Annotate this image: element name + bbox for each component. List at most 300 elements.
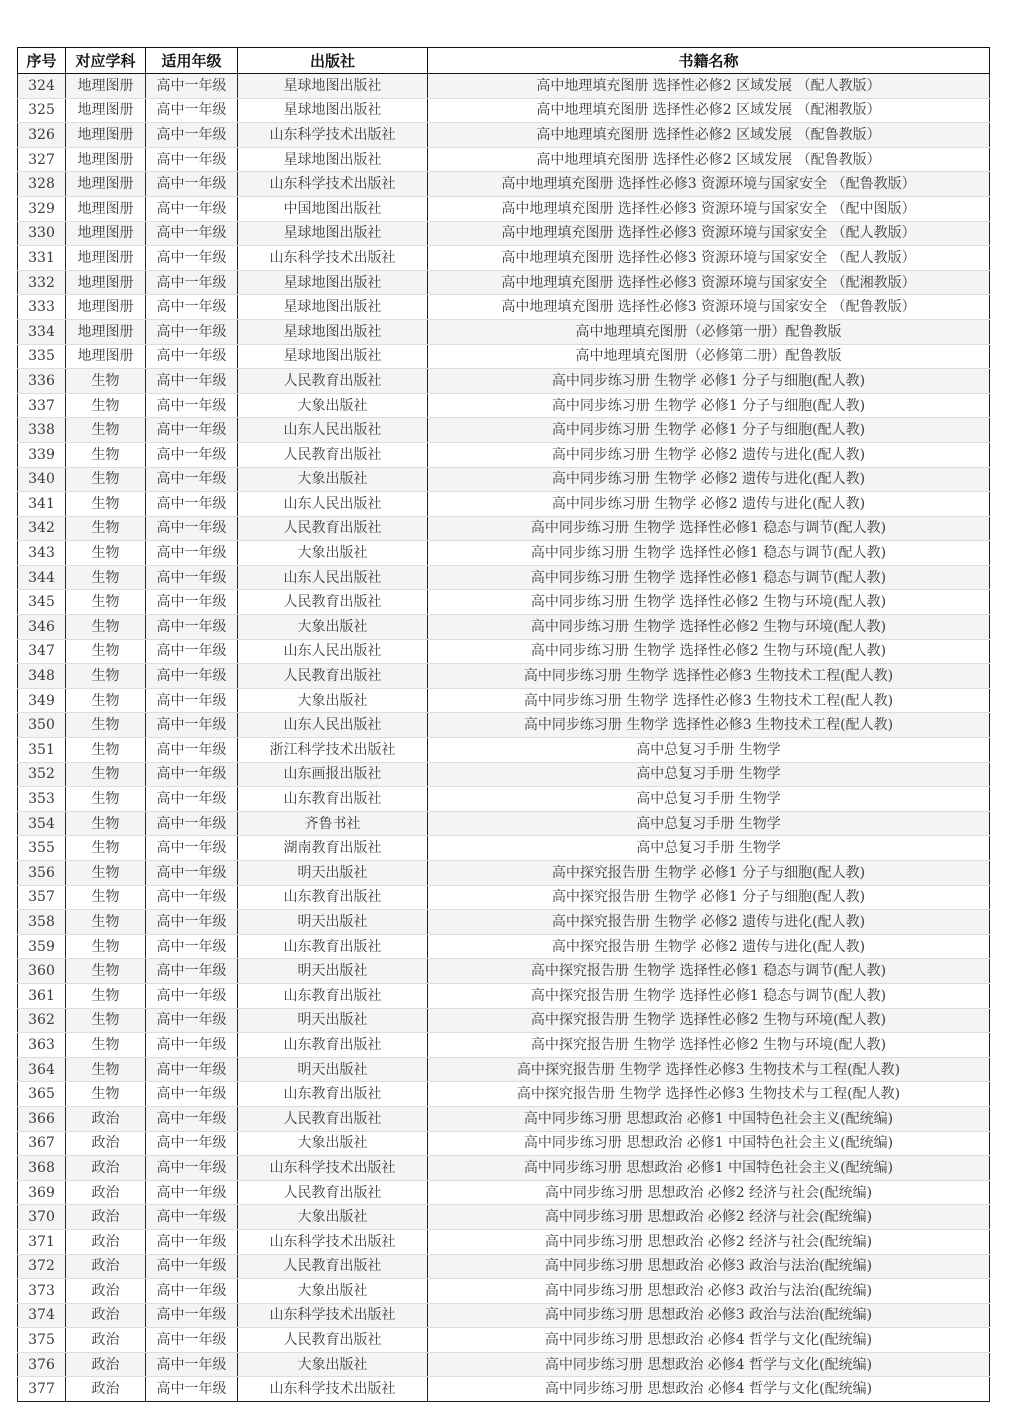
cell-grade: 高中一年级 [146, 787, 238, 812]
cell-serial-number: 374 [18, 1303, 66, 1328]
table-row [18, 565, 990, 590]
table-row [18, 934, 990, 959]
cell-publisher: 山东人民出版社 [238, 639, 428, 664]
cell-subject: 地理图册 [66, 295, 146, 320]
cell-grade: 高中一年级 [146, 664, 238, 689]
cell-grade: 高中一年级 [146, 861, 238, 886]
cell-publisher: 山东人民出版社 [238, 565, 428, 590]
cell-subject: 生物 [66, 516, 146, 541]
cell-grade: 高中一年级 [146, 738, 238, 763]
cell-book-title: 高中同步练习册 思想政治 必修3 政治与法治(配统编) [428, 1303, 990, 1328]
cell-grade: 高中一年级 [146, 147, 238, 172]
cell-publisher: 人民教育出版社 [238, 516, 428, 541]
cell-subject: 生物 [66, 1008, 146, 1033]
cell-book-title: 高中地理填充图册 选择性必修3 资源环境与国家安全 （配中图版） [428, 196, 990, 221]
cell-book-title: 高中地理填充图册（必修第一册）配鲁教版 [428, 319, 990, 344]
cell-publisher: 明天出版社 [238, 861, 428, 886]
cell-book-title: 高中同步练习册 思想政治 必修1 中国特色社会主义(配统编) [428, 1156, 990, 1181]
table-row [18, 836, 990, 861]
cell-book-title: 高中同步练习册 思想政治 必修2 经济与社会(配统编) [428, 1229, 990, 1254]
cell-serial-number: 332 [18, 270, 66, 295]
cell-book-title: 高中总复习手册 生物学 [428, 811, 990, 836]
cell-serial-number: 326 [18, 123, 66, 148]
cell-serial-number: 336 [18, 369, 66, 394]
cell-book-title: 高中探究报告册 生物学 选择性必修3 生物技术与工程(配人教) [428, 1057, 990, 1082]
cell-publisher: 山东科学技术出版社 [238, 1229, 428, 1254]
cell-book-title: 高中同步练习册 生物学 必修2 遗传与进化(配人教) [428, 492, 990, 517]
cell-publisher: 星球地图出版社 [238, 221, 428, 246]
cell-publisher: 明天出版社 [238, 1008, 428, 1033]
cell-grade: 高中一年级 [146, 246, 238, 271]
cell-serial-number: 373 [18, 1279, 66, 1304]
cell-publisher: 山东科学技术出版社 [238, 1303, 428, 1328]
cell-subject: 生物 [66, 934, 146, 959]
cell-subject: 生物 [66, 836, 146, 861]
header-subject: 对应学科 [66, 48, 146, 74]
cell-subject: 生物 [66, 590, 146, 615]
cell-book-title: 高中地理填充图册 选择性必修2 区域发展 （配人教版） [428, 74, 990, 99]
cell-subject: 生物 [66, 393, 146, 418]
cell-book-title: 高中探究报告册 生物学 选择性必修2 生物与环境(配人教) [428, 1008, 990, 1033]
cell-serial-number: 348 [18, 664, 66, 689]
table-row [18, 787, 990, 812]
cell-subject: 生物 [66, 541, 146, 566]
cell-book-title: 高中探究报告册 生物学 必修1 分子与细胞(配人教) [428, 861, 990, 886]
table-row [18, 664, 990, 689]
cell-book-title: 高中地理填充图册 选择性必修3 资源环境与国家安全 （配鲁教版） [428, 172, 990, 197]
cell-grade: 高中一年级 [146, 565, 238, 590]
cell-publisher: 人民教育出版社 [238, 1328, 428, 1353]
cell-subject: 生物 [66, 492, 146, 517]
cell-grade: 高中一年级 [146, 1033, 238, 1058]
table-row [18, 270, 990, 295]
cell-publisher: 大象出版社 [238, 1131, 428, 1156]
cell-book-title: 高中同步练习册 思想政治 必修4 哲学与文化(配统编) [428, 1377, 990, 1402]
table-row [18, 1008, 990, 1033]
cell-serial-number: 324 [18, 74, 66, 99]
cell-book-title: 高中地理填充图册 选择性必修3 资源环境与国家安全 （配湘教版） [428, 270, 990, 295]
table-row [18, 1057, 990, 1082]
cell-grade: 高中一年级 [146, 1008, 238, 1033]
table-row [18, 196, 990, 221]
table-row [18, 344, 990, 369]
cell-publisher: 人民教育出版社 [238, 442, 428, 467]
cell-publisher: 大象出版社 [238, 393, 428, 418]
cell-book-title: 高中总复习手册 生物学 [428, 836, 990, 861]
cell-publisher: 山东科学技术出版社 [238, 1377, 428, 1402]
cell-publisher: 山东科学技术出版社 [238, 1156, 428, 1181]
table-row [18, 98, 990, 123]
cell-grade: 高中一年级 [146, 885, 238, 910]
cell-serial-number: 327 [18, 147, 66, 172]
cell-serial-number: 362 [18, 1008, 66, 1033]
cell-grade: 高中一年级 [146, 1057, 238, 1082]
cell-serial-number: 328 [18, 172, 66, 197]
cell-subject: 生物 [66, 1033, 146, 1058]
table-row [18, 1180, 990, 1205]
table-row [18, 1131, 990, 1156]
cell-grade: 高中一年级 [146, 344, 238, 369]
table-row [18, 1033, 990, 1058]
cell-publisher: 星球地图出版社 [238, 319, 428, 344]
cell-publisher: 星球地图出版社 [238, 270, 428, 295]
cell-grade: 高中一年级 [146, 418, 238, 443]
cell-serial-number: 365 [18, 1082, 66, 1107]
table-row [18, 541, 990, 566]
cell-grade: 高中一年级 [146, 1131, 238, 1156]
table-row [18, 369, 990, 394]
cell-serial-number: 331 [18, 246, 66, 271]
cell-book-title: 高中同步练习册 生物学 选择性必修2 生物与环境(配人教) [428, 590, 990, 615]
cell-publisher: 大象出版社 [238, 615, 428, 640]
cell-grade: 高中一年级 [146, 1205, 238, 1230]
cell-serial-number: 359 [18, 934, 66, 959]
cell-publisher: 星球地图出版社 [238, 295, 428, 320]
cell-serial-number: 357 [18, 885, 66, 910]
cell-serial-number: 325 [18, 98, 66, 123]
cell-serial-number: 371 [18, 1229, 66, 1254]
cell-grade: 高中一年级 [146, 1328, 238, 1353]
cell-publisher: 山东教育出版社 [238, 983, 428, 1008]
table-row [18, 762, 990, 787]
cell-subject: 地理图册 [66, 196, 146, 221]
cell-publisher: 山东教育出版社 [238, 1033, 428, 1058]
cell-subject: 生物 [66, 738, 146, 763]
cell-grade: 高中一年级 [146, 713, 238, 738]
cell-book-title: 高中探究报告册 生物学 选择性必修3 生物技术与工程(配人教) [428, 1082, 990, 1107]
cell-subject: 生物 [66, 959, 146, 984]
cell-book-title: 高中同步练习册 生物学 选择性必修2 生物与环境(配人教) [428, 615, 990, 640]
cell-subject: 生物 [66, 615, 146, 640]
cell-subject: 生物 [66, 910, 146, 935]
cell-publisher: 山东教育出版社 [238, 885, 428, 910]
cell-grade: 高中一年级 [146, 393, 238, 418]
cell-grade: 高中一年级 [146, 74, 238, 99]
cell-publisher: 大象出版社 [238, 1352, 428, 1377]
header-publisher: 出版社 [238, 48, 428, 74]
cell-subject: 政治 [66, 1131, 146, 1156]
cell-serial-number: 352 [18, 762, 66, 787]
table-row [18, 910, 990, 935]
cell-serial-number: 337 [18, 393, 66, 418]
cell-book-title: 高中探究报告册 生物学 必修2 遗传与进化(配人教) [428, 934, 990, 959]
cell-grade: 高中一年级 [146, 1156, 238, 1181]
cell-subject: 政治 [66, 1205, 146, 1230]
cell-grade: 高中一年级 [146, 1303, 238, 1328]
table-row [18, 319, 990, 344]
cell-book-title: 高中地理填充图册 选择性必修2 区域发展 （配鲁教版） [428, 147, 990, 172]
cell-subject: 地理图册 [66, 123, 146, 148]
cell-grade: 高中一年级 [146, 295, 238, 320]
table-row [18, 467, 990, 492]
cell-serial-number: 334 [18, 319, 66, 344]
cell-subject: 生物 [66, 713, 146, 738]
table-row [18, 442, 990, 467]
cell-book-title: 高中同步练习册 生物学 选择性必修3 生物技术工程(配人教) [428, 688, 990, 713]
cell-serial-number: 341 [18, 492, 66, 517]
cell-book-title: 高中探究报告册 生物学 选择性必修1 稳态与调节(配人教) [428, 959, 990, 984]
cell-subject: 生物 [66, 885, 146, 910]
cell-book-title: 高中总复习手册 生物学 [428, 738, 990, 763]
cell-publisher: 山东人民出版社 [238, 492, 428, 517]
cell-serial-number: 335 [18, 344, 66, 369]
cell-book-title: 高中地理填充图册（必修第二册）配鲁教版 [428, 344, 990, 369]
cell-book-title: 高中同步练习册 思想政治 必修1 中国特色社会主义(配统编) [428, 1131, 990, 1156]
cell-subject: 地理图册 [66, 172, 146, 197]
table-row [18, 295, 990, 320]
cell-grade: 高中一年级 [146, 98, 238, 123]
table-row [18, 246, 990, 271]
header-grade: 适用年级 [146, 48, 238, 74]
table-row [18, 713, 990, 738]
cell-subject: 地理图册 [66, 98, 146, 123]
cell-serial-number: 344 [18, 565, 66, 590]
cell-publisher: 人民教育出版社 [238, 1106, 428, 1131]
cell-publisher: 山东人民出版社 [238, 418, 428, 443]
cell-publisher: 中国地图出版社 [238, 196, 428, 221]
cell-book-title: 高中地理填充图册 选择性必修2 区域发展 （配湘教版） [428, 98, 990, 123]
cell-grade: 高中一年级 [146, 1377, 238, 1402]
table-row [18, 1279, 990, 1304]
cell-grade: 高中一年级 [146, 541, 238, 566]
cell-grade: 高中一年级 [146, 196, 238, 221]
cell-grade: 高中一年级 [146, 492, 238, 517]
cell-publisher: 人民教育出版社 [238, 664, 428, 689]
cell-subject: 政治 [66, 1303, 146, 1328]
cell-book-title: 高中地理填充图册 选择性必修3 资源环境与国家安全 （配人教版） [428, 246, 990, 271]
table-row [18, 1156, 990, 1181]
cell-grade: 高中一年级 [146, 319, 238, 344]
cell-serial-number: 376 [18, 1352, 66, 1377]
cell-book-title: 高中探究报告册 生物学 选择性必修1 稳态与调节(配人教) [428, 983, 990, 1008]
cell-subject: 生物 [66, 983, 146, 1008]
cell-book-title: 高中地理填充图册 选择性必修3 资源环境与国家安全 （配人教版） [428, 221, 990, 246]
cell-grade: 高中一年级 [146, 270, 238, 295]
cell-publisher: 人民教育出版社 [238, 1254, 428, 1279]
cell-grade: 高中一年级 [146, 836, 238, 861]
cell-grade: 高中一年级 [146, 1229, 238, 1254]
cell-serial-number: 358 [18, 910, 66, 935]
cell-grade: 高中一年级 [146, 615, 238, 640]
cell-book-title: 高中探究报告册 生物学 选择性必修2 生物与环境(配人教) [428, 1033, 990, 1058]
cell-publisher: 山东教育出版社 [238, 787, 428, 812]
cell-grade: 高中一年级 [146, 590, 238, 615]
cell-grade: 高中一年级 [146, 369, 238, 394]
cell-book-title: 高中同步练习册 思想政治 必修2 经济与社会(配统编) [428, 1205, 990, 1230]
cell-publisher: 大象出版社 [238, 467, 428, 492]
table-row [18, 1205, 990, 1230]
cell-serial-number: 339 [18, 442, 66, 467]
table-row [18, 418, 990, 443]
cell-subject: 地理图册 [66, 147, 146, 172]
table-row [18, 1352, 990, 1377]
cell-subject: 政治 [66, 1279, 146, 1304]
cell-grade: 高中一年级 [146, 639, 238, 664]
cell-serial-number: 342 [18, 516, 66, 541]
table-row [18, 738, 990, 763]
table-row [18, 639, 990, 664]
cell-serial-number: 345 [18, 590, 66, 615]
table-row [18, 1303, 990, 1328]
cell-serial-number: 346 [18, 615, 66, 640]
cell-book-title: 高中同步练习册 生物学 必修2 遗传与进化(配人教) [428, 467, 990, 492]
cell-serial-number: 366 [18, 1106, 66, 1131]
cell-serial-number: 370 [18, 1205, 66, 1230]
cell-book-title: 高中总复习手册 生物学 [428, 787, 990, 812]
cell-publisher: 山东画报出版社 [238, 762, 428, 787]
cell-serial-number: 368 [18, 1156, 66, 1181]
cell-publisher: 大象出版社 [238, 541, 428, 566]
cell-subject: 生物 [66, 762, 146, 787]
cell-book-title: 高中同步练习册 生物学 选择性必修1 稳态与调节(配人教) [428, 541, 990, 566]
cell-publisher: 湖南教育出版社 [238, 836, 428, 861]
cell-publisher: 山东教育出版社 [238, 934, 428, 959]
cell-serial-number: 364 [18, 1057, 66, 1082]
table-row [18, 1328, 990, 1353]
cell-publisher: 人民教育出版社 [238, 1180, 428, 1205]
cell-grade: 高中一年级 [146, 1082, 238, 1107]
cell-serial-number: 330 [18, 221, 66, 246]
cell-serial-number: 361 [18, 983, 66, 1008]
cell-serial-number: 340 [18, 467, 66, 492]
cell-book-title: 高中同步练习册 生物学 选择性必修2 生物与环境(配人教) [428, 639, 990, 664]
cell-book-title: 高中同步练习册 生物学 必修1 分子与细胞(配人教) [428, 393, 990, 418]
cell-book-title: 高中同步练习册 生物学 选择性必修3 生物技术工程(配人教) [428, 713, 990, 738]
table-row [18, 885, 990, 910]
cell-serial-number: 363 [18, 1033, 66, 1058]
cell-book-title: 高中同步练习册 生物学 选择性必修1 稳态与调节(配人教) [428, 565, 990, 590]
cell-subject: 生物 [66, 442, 146, 467]
cell-grade: 高中一年级 [146, 811, 238, 836]
cell-publisher: 大象出版社 [238, 1205, 428, 1230]
cell-book-title: 高中同步练习册 思想政治 必修4 哲学与文化(配统编) [428, 1352, 990, 1377]
cell-book-title: 高中总复习手册 生物学 [428, 762, 990, 787]
cell-subject: 政治 [66, 1156, 146, 1181]
cell-book-title: 高中地理填充图册 选择性必修3 资源环境与国家安全 （配鲁教版） [428, 295, 990, 320]
cell-serial-number: 372 [18, 1254, 66, 1279]
cell-subject: 政治 [66, 1106, 146, 1131]
table-body [18, 74, 990, 1402]
cell-subject: 生物 [66, 811, 146, 836]
cell-publisher: 山东科学技术出版社 [238, 246, 428, 271]
cell-publisher: 星球地图出版社 [238, 147, 428, 172]
cell-subject: 生物 [66, 861, 146, 886]
cell-publisher: 星球地图出版社 [238, 74, 428, 99]
cell-subject: 生物 [66, 1082, 146, 1107]
cell-book-title: 高中同步练习册 生物学 必修2 遗传与进化(配人教) [428, 442, 990, 467]
cell-serial-number: 347 [18, 639, 66, 664]
cell-publisher: 星球地图出版社 [238, 344, 428, 369]
cell-publisher: 明天出版社 [238, 1057, 428, 1082]
cell-subject: 地理图册 [66, 74, 146, 99]
cell-serial-number: 356 [18, 861, 66, 886]
cell-book-title: 高中同步练习册 思想政治 必修3 政治与法治(配统编) [428, 1279, 990, 1304]
table-row [18, 147, 990, 172]
cell-book-title: 高中同步练习册 生物学 必修1 分子与细胞(配人教) [428, 369, 990, 394]
table-row [18, 492, 990, 517]
cell-serial-number: 355 [18, 836, 66, 861]
cell-subject: 生物 [66, 787, 146, 812]
cell-publisher: 齐鲁书社 [238, 811, 428, 836]
table-row [18, 811, 990, 836]
cell-subject: 生物 [66, 369, 146, 394]
cell-subject: 生物 [66, 565, 146, 590]
header-book-title: 书籍名称 [428, 48, 990, 74]
cell-grade: 高中一年级 [146, 1254, 238, 1279]
cell-book-title: 高中同步练习册 思想政治 必修3 政治与法治(配统编) [428, 1254, 990, 1279]
cell-subject: 生物 [66, 639, 146, 664]
cell-book-title: 高中同步练习册 思想政治 必修2 经济与社会(配统编) [428, 1180, 990, 1205]
cell-subject: 生物 [66, 664, 146, 689]
cell-publisher: 浙江科学技术出版社 [238, 738, 428, 763]
cell-subject: 政治 [66, 1328, 146, 1353]
cell-publisher: 明天出版社 [238, 959, 428, 984]
table-row [18, 861, 990, 886]
cell-publisher: 星球地图出版社 [238, 98, 428, 123]
cell-serial-number: 351 [18, 738, 66, 763]
cell-publisher: 人民教育出版社 [238, 369, 428, 394]
cell-publisher: 大象出版社 [238, 1279, 428, 1304]
table-header [18, 48, 990, 74]
cell-grade: 高中一年级 [146, 1279, 238, 1304]
cell-subject: 生物 [66, 688, 146, 713]
cell-grade: 高中一年级 [146, 123, 238, 148]
cell-serial-number: 333 [18, 295, 66, 320]
table-row [18, 516, 990, 541]
table-row [18, 983, 990, 1008]
cell-book-title: 高中同步练习册 生物学 选择性必修3 生物技术工程(配人教) [428, 664, 990, 689]
cell-subject: 政治 [66, 1377, 146, 1402]
cell-subject: 生物 [66, 1057, 146, 1082]
cell-serial-number: 360 [18, 959, 66, 984]
cell-grade: 高中一年级 [146, 1352, 238, 1377]
cell-publisher: 山东科学技术出版社 [238, 123, 428, 148]
cell-serial-number: 353 [18, 787, 66, 812]
cell-serial-number: 369 [18, 1180, 66, 1205]
cell-grade: 高中一年级 [146, 688, 238, 713]
cell-serial-number: 375 [18, 1328, 66, 1353]
cell-grade: 高中一年级 [146, 983, 238, 1008]
table-row [18, 1082, 990, 1107]
header-row [18, 48, 990, 74]
cell-serial-number: 343 [18, 541, 66, 566]
cell-grade: 高中一年级 [146, 934, 238, 959]
cell-book-title: 高中地理填充图册 选择性必修2 区域发展 （配鲁教版） [428, 123, 990, 148]
table-row [18, 1254, 990, 1279]
cell-grade: 高中一年级 [146, 910, 238, 935]
cell-book-title: 高中探究报告册 生物学 必修1 分子与细胞(配人教) [428, 885, 990, 910]
cell-serial-number: 367 [18, 1131, 66, 1156]
cell-grade: 高中一年级 [146, 442, 238, 467]
cell-subject: 政治 [66, 1254, 146, 1279]
cell-subject: 政治 [66, 1180, 146, 1205]
cell-publisher: 山东人民出版社 [238, 713, 428, 738]
cell-grade: 高中一年级 [146, 1180, 238, 1205]
cell-subject: 生物 [66, 418, 146, 443]
cell-grade: 高中一年级 [146, 172, 238, 197]
cell-publisher: 山东教育出版社 [238, 1082, 428, 1107]
cell-grade: 高中一年级 [146, 221, 238, 246]
cell-book-title: 高中同步练习册 生物学 选择性必修1 稳态与调节(配人教) [428, 516, 990, 541]
cell-serial-number: 329 [18, 196, 66, 221]
header-serial-number: 序号 [18, 48, 66, 74]
table-row [18, 74, 990, 99]
table-row [18, 172, 990, 197]
cell-book-title: 高中探究报告册 生物学 必修2 遗传与进化(配人教) [428, 910, 990, 935]
cell-subject: 地理图册 [66, 344, 146, 369]
cell-grade: 高中一年级 [146, 762, 238, 787]
table-row [18, 688, 990, 713]
